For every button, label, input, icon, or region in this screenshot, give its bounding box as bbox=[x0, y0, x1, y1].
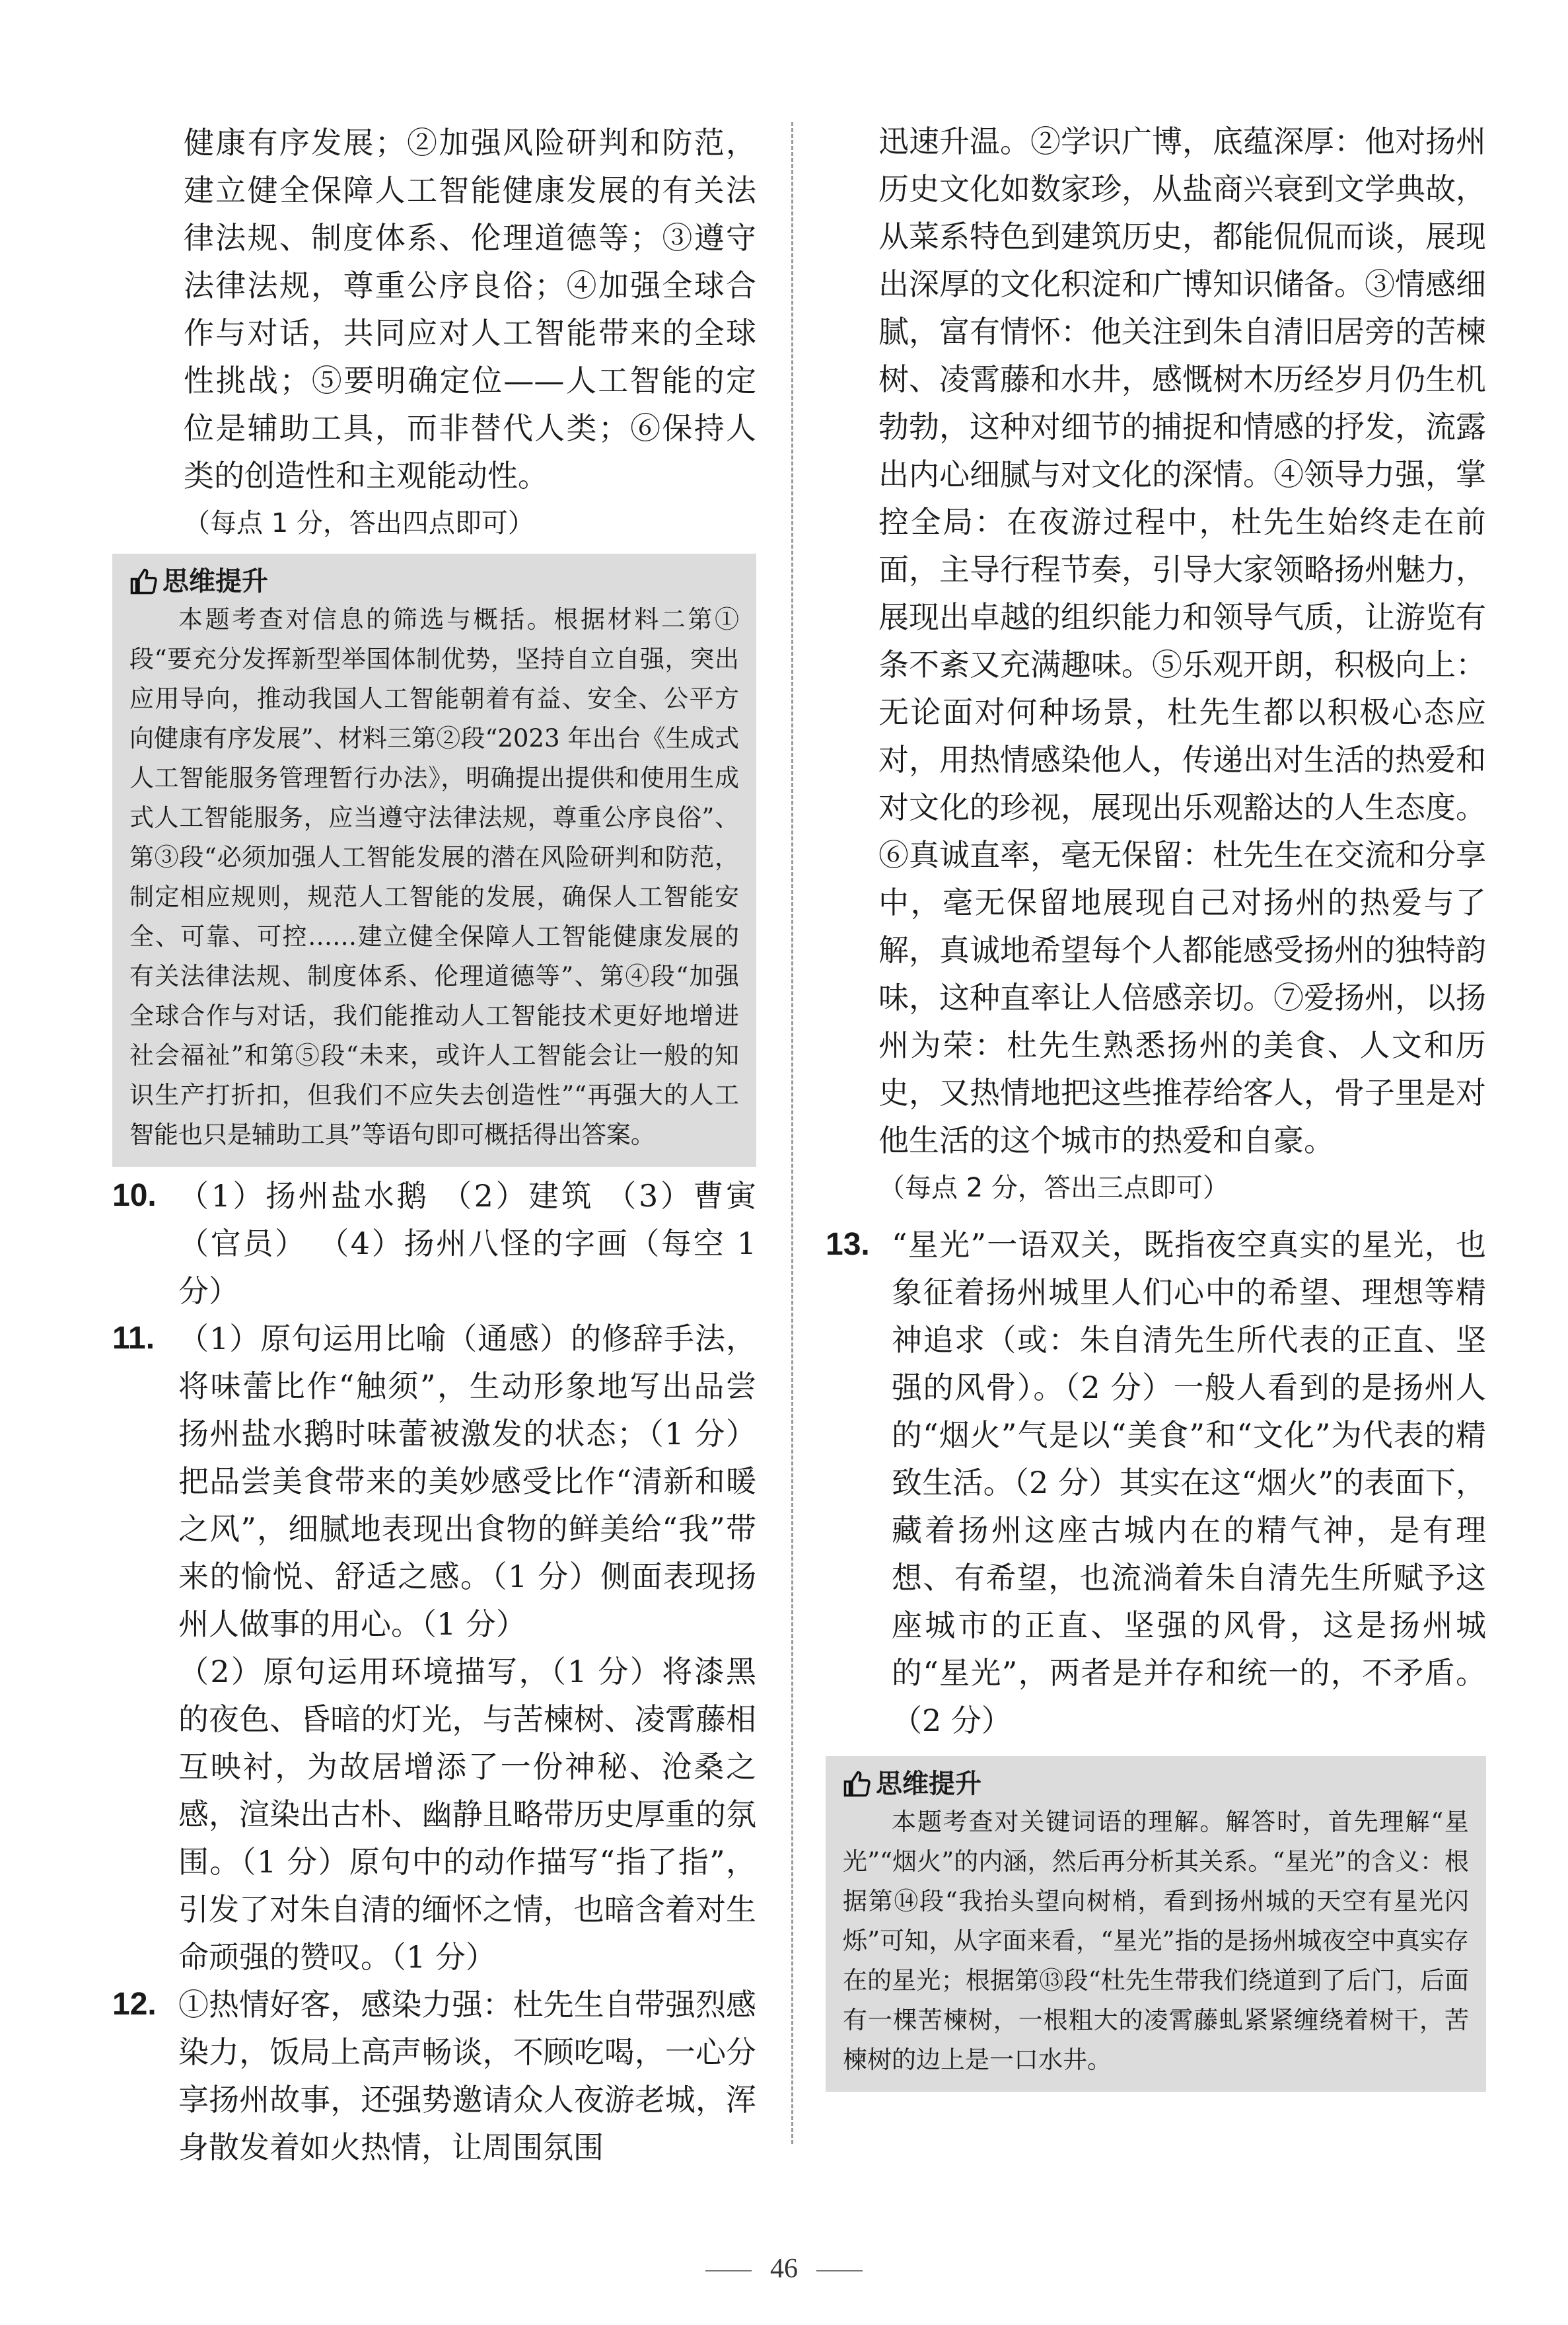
thinking-box-title-text: 思维提升 bbox=[162, 566, 268, 597]
question-11 bbox=[112, 1315, 756, 1981]
q9-answer-text: 健康有序发展；②加强风险研判和防范，建立健全保障人工智能健康发展的有关法律法规、制度体系、伦理道德等；③遵守法律法规，尊重公序良俗；④加强全球合作与对话，共同应对人工智能带来的全球性挑战；⑤要明确定位——人工智能的定位是辅助工具，而非替代人类；⑥保持人类的创造性和主观能动性。 bbox=[184, 125, 756, 494]
question-number: 11. bbox=[112, 1321, 155, 1356]
thinking-box-title bbox=[843, 1765, 1469, 1802]
question-13 bbox=[826, 1221, 1486, 1744]
q12-answer-continued: 迅速升温。②学识广博，底蕴深厚：他对扬州历史文化如数家珍，从盐商兴衰到文学典故，从菜系特色到建筑历史，都能侃侃而谈，展现出深厚的文化积淀和广博知识储备。③情感细腻，富有情怀：他关注到朱自清旧居旁的苦楝树、凌霄藤和水井，感慨树木历经岁月仍生机勃勃，这种对细节的捕捉和情感的抒发，流露出内心细腻与对文化的深情。④领导力强，掌控全局：在夜游过程中，杜先生始终走在前面，主导行程节奏，引导大家领略扬州魅力，展现出卓越的组织能力和领导气质，让游览有条不紊又充满趣味。⑤乐观开朗，积极向上：无论面对何种场景，杜先生都以积极心态应对，用热情感染他人，传递出对生活的热爱和对文化的珍视，展现出乐观豁达的人生态度。⑥真诚直率，毫无保留：杜先生在交流和分享中，毫无保留地展现自己对扬州的热爱与了解，真诚地希望每个人都能感受扬州的独特韵味，这种直率让人倍感亲切。⑦爱扬州，以扬州为荣：杜先生熟悉扬州的美食、人文和历史，又热情地把这些推荐给客人，骨子里是对他生活的这个城市的热爱和自豪。 bbox=[878, 124, 1486, 1158]
right-column bbox=[826, 118, 1486, 2097]
thinking-box-body: 本题考查对信息的筛选与概括。根据材料二第①段“要充分发挥新型举国体制优势，坚持自立自强，突出应用导向，推动我国人工智能朝着有益、安全、公平方向健康有序发展”、材料三第②段“2023 年出台《生成式人工智能服务管理暂行办法》，明确提出提供和使用生成式人工智能服务，应当遵守法律法规，尊重公序良俗”、第③段“必须加强人工智能发展的潜在风险研判和防范，制定相应规则，规范人工智能的发展，确保人工智能安全、可靠、可控……建立健全保障人工智能健康发展的有关法律法规、制度体系、伦理道德等”、第④段“加强全球合作与对话，我们能推动人工智能技术更好地增进社会福祉”和第⑤段“未来，或许人工智能会让一般的知识生产打折扣，但我们不应失去创造性”“再强大的人工智能也只是辅助工具”等语句即可概括得出答案。 bbox=[129, 605, 739, 1149]
question-answer-part-2: （2）原句运用环境描写，（1 分）将漆黑的夜色、昏暗的灯光，与苦楝树、凌霄藤相互映衬，为故居增添了一份神秘、沧桑之感，渲染出古朴、幽静且略带历史厚重的氛围。（1 分）原句中的动作描写“指了指”，引发了对朱自清的缅怀之情，也暗含着对生命顽强的赞叹。（1 分） bbox=[178, 1654, 756, 1975]
question-answer: （1）扬州盐水鹅 （2）建筑 （3）曹寅（官员） （4）扬州八怪的字画（每空 1 分） bbox=[178, 1178, 756, 1309]
column-divider bbox=[791, 122, 793, 2144]
thumbs-up-icon bbox=[843, 1770, 871, 1798]
thinking-box-left bbox=[112, 554, 756, 1167]
thinking-box-title bbox=[129, 563, 739, 600]
question-answer-part-1: （1）原句运用比喻（通感）的修辞手法，将味蕾比作“触须”，生动形象地写出品尝扬州盐水鹅时味蕾被激发的状态；（1 分）把品尝美食带来的美妙感受比作“清新和暖之风”，细腻地表现出食物的鲜美给“我”带来的愉悦、舒适之感。（1 分）侧面表现扬州人做事的用心。（1 分） bbox=[178, 1321, 756, 1642]
question-12 bbox=[112, 1981, 756, 2171]
thumbs-up-icon bbox=[129, 568, 157, 595]
thinking-box-right bbox=[826, 1756, 1486, 2092]
q9-score-note: （每点 1 分，答出四点即可） bbox=[184, 508, 534, 538]
q12-score-note: （每点 2 分，答出三点即可） bbox=[878, 1173, 1229, 1203]
question-number: 12. bbox=[112, 1987, 157, 2022]
footer-dash-right bbox=[816, 2270, 863, 2271]
question-answer: “星光”一语双关，既指夜空真实的星光，也象征着扬州城里人们心中的希望、理想等精神追求（或：朱自清先生所代表的正直、坚强的风骨）。（2 分）一般人看到的是扬州人的“烟火”气是以“美食”和“文化”为代表的精致生活。（2 分）其实在这“烟火”的表面下，藏着扬州这座古城内在的精气神，是有理想、有希望，也流淌着朱自清先生所赋予这座城市的正直、坚强的风骨，这是扬州城的“星光”，两者是并存和统一的，不矛盾。（2 分） bbox=[892, 1227, 1486, 1738]
question-10 bbox=[112, 1172, 756, 1315]
question-number: 13. bbox=[826, 1227, 870, 1262]
left-column bbox=[112, 119, 756, 2171]
page-footer bbox=[0, 2253, 1568, 2285]
question-number: 10. bbox=[112, 1178, 157, 1213]
question-answer: ①热情好客，感染力强：杜先生自带强烈感染力，饭局上高声畅谈，不顾吃喝，一心分享扬州故事，还强势邀请众人夜游老城，浑身散发着如火热情，让周围氛围 bbox=[178, 1987, 756, 2165]
thinking-box-title-text: 思维提升 bbox=[876, 1769, 981, 1799]
thinking-box-body: 本题考查对关键词语的理解。解答时，首先理解“星光”“烟火”的内涵，然后再分析其关系。“星光”的含义：根据第⑭段“我抬头望向树梢，看到扬州城的天空有星光闪烁”可知，从字面来看，“星光”指的是扬州城夜空中真实存在的星光；根据第⑬段“杜先生带我们绕道到了后门，后面有一棵苦楝树，一根粗大的凌霄藤虬紧紧缠绕着树干，苦楝树的边上是一口水井。 bbox=[843, 1808, 1469, 2074]
footer-dash-left bbox=[705, 2270, 752, 2271]
page-number: 46 bbox=[770, 2254, 798, 2284]
